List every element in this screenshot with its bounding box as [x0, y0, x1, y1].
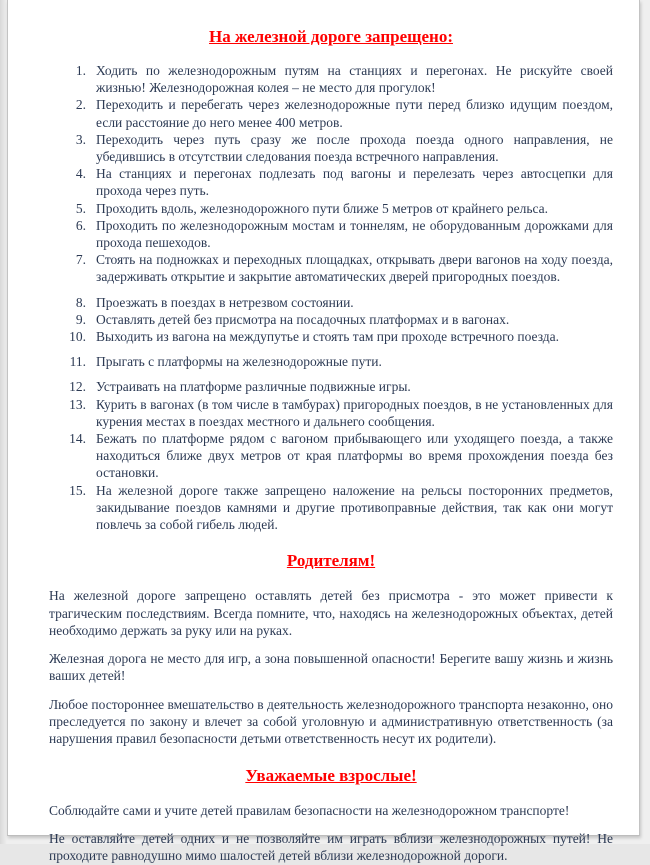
list-item-number: 2.: [75, 97, 86, 113]
list-item-text: Стоять на подножках и переходных площадках, открывать двери вагонов на ходу поезда, задерживать открытие и закрытие автоматических дверей пригородных поездов.: [96, 252, 613, 285]
list-item-text: Оставлять детей без присмотра на посадочных платформах и в вагонах.: [96, 311, 510, 327]
list-item: [49, 62, 613, 96]
list-item-text: На железной дороге также запрещено наложение на рельсы посторонних предметов, закидывание поездов камнями и другие противоправные действия, так как они могут повлечь за собой гибель людей.: [96, 482, 613, 533]
list-item: [49, 165, 613, 199]
list-item-number: 6.: [75, 217, 86, 233]
list-item-number: 11.: [69, 354, 86, 370]
list-item-text: Проходить по железнодорожным мостам и тоннелям, не оборудованным дорожками для прохода пешеходов.: [96, 217, 613, 251]
list-item: [49, 378, 613, 395]
list-item-number: 4.: [75, 166, 86, 182]
paragraph: Соблюдайте сами и учите детей правилам безопасности на железнодорожном транспорте!: [49, 802, 570, 818]
list-item-number: 10.: [69, 329, 86, 345]
section-heading-parents: Родителям!: [286, 551, 376, 571]
list-item-number: 5.: [75, 200, 86, 216]
list-item-text: На станциях и перегонах подлезать под вагоны и перелезать через автосцепки для прохода через путь.: [96, 166, 613, 199]
list-item-text: Проходить вдоль, железнодорожного пути ближе 5 метров от крайнего рельса.: [96, 200, 549, 216]
list-item-number: 1.: [75, 63, 86, 78]
list-item: [49, 353, 613, 370]
list-item: [49, 96, 613, 130]
list-item: [49, 482, 613, 534]
list-item-number: 7.: [75, 252, 86, 268]
list-item: [49, 251, 613, 285]
list-item: [49, 311, 613, 328]
list-item-text: Переходить через путь сразу же после прохода поезда одного направления, не убедившись в отсутствии следования поезда встречного направления.: [96, 131, 613, 165]
list-item-text: Выходить из вагона на междупутье и стоять там при проходе встречного поезда.: [96, 329, 560, 345]
list-item: [49, 328, 613, 345]
list-item: [49, 200, 613, 217]
paragraph: На железной дороге запрещено оставлять детей без присмотра - это может привести к трагическим последствиям. Всегда помните, что, находясь на железнодорожных объектах, детей необходимо держать за руку или на руках.: [49, 588, 613, 638]
list-item: [49, 396, 613, 430]
paragraph: Любое постороннее вмешательство в деятельность железнодорожного транспорта незаконно, оно преследуется по закону и влечет за собой уголовную и административную ответственность (за нарушения правил безопасности детьми ответственность несут их родители).: [49, 696, 613, 747]
list-item-number: 9.: [75, 311, 86, 327]
list-item-number: 13.: [69, 396, 86, 412]
list-item-number: 8.: [75, 294, 86, 310]
list-item: [49, 294, 613, 311]
paragraph: Железная дорога не место для игр, а зона повышенной опасности! Берегите вашу жизнь и жизнь ваших детей!: [49, 651, 613, 684]
document-title: На железной дороге запрещено:: [209, 27, 453, 46]
list-item-text: Прыгать с платформы на железнодорожные пути.: [96, 354, 382, 370]
list-item-text: Ходить по железнодорожным путям на станциях и перегонах. Не рискуйте своей жизнью! Железнодорожная колея – не место для прогулок!: [96, 63, 613, 96]
list-item-text: Курить в вагонах (в том числе в тамбурах) пригородных поездов, в не установленных для курения местах в поездах местного и дальнего сообщения.: [96, 396, 613, 429]
section-heading-adults: Уважаемые взрослые!: [245, 765, 417, 785]
list-item: [49, 430, 613, 482]
list-item-text: Проезжать в поездах в нетрезвом состоянии.: [96, 294, 354, 310]
list-item-number: 15.: [69, 482, 86, 498]
section-parents: [49, 550, 613, 747]
list-item-text: Переходить и перебегать через железнодорожные пути перед близко идущим поездом, если расстояние до него менее 400 метров.: [96, 97, 613, 130]
list-item-number: 3.: [75, 131, 86, 147]
prohibited-actions-list: [49, 62, 613, 533]
list-item: [49, 217, 613, 251]
document-page: [7, 0, 640, 864]
list-item-text: Бежать по платформе рядом с вагоном прибывающего или уходящего поезда, а также находиться ближе двух метров от края платформы во время прохождения поезда без остановки.: [96, 431, 613, 481]
paragraph: Не оставляйте детей одних и не позволяйте им играть вблизи железнодорожных путей! Не проходите равнодушно мимо шалостей детей вблизи железнодорожной дороги.: [49, 830, 613, 864]
list-item-number: 12.: [69, 379, 86, 395]
list-item-number: 14.: [69, 431, 86, 447]
list-item-text: Устраивать на платформе различные подвижные игры.: [96, 379, 411, 395]
list-item: [49, 131, 613, 165]
section-adults: [49, 765, 613, 865]
